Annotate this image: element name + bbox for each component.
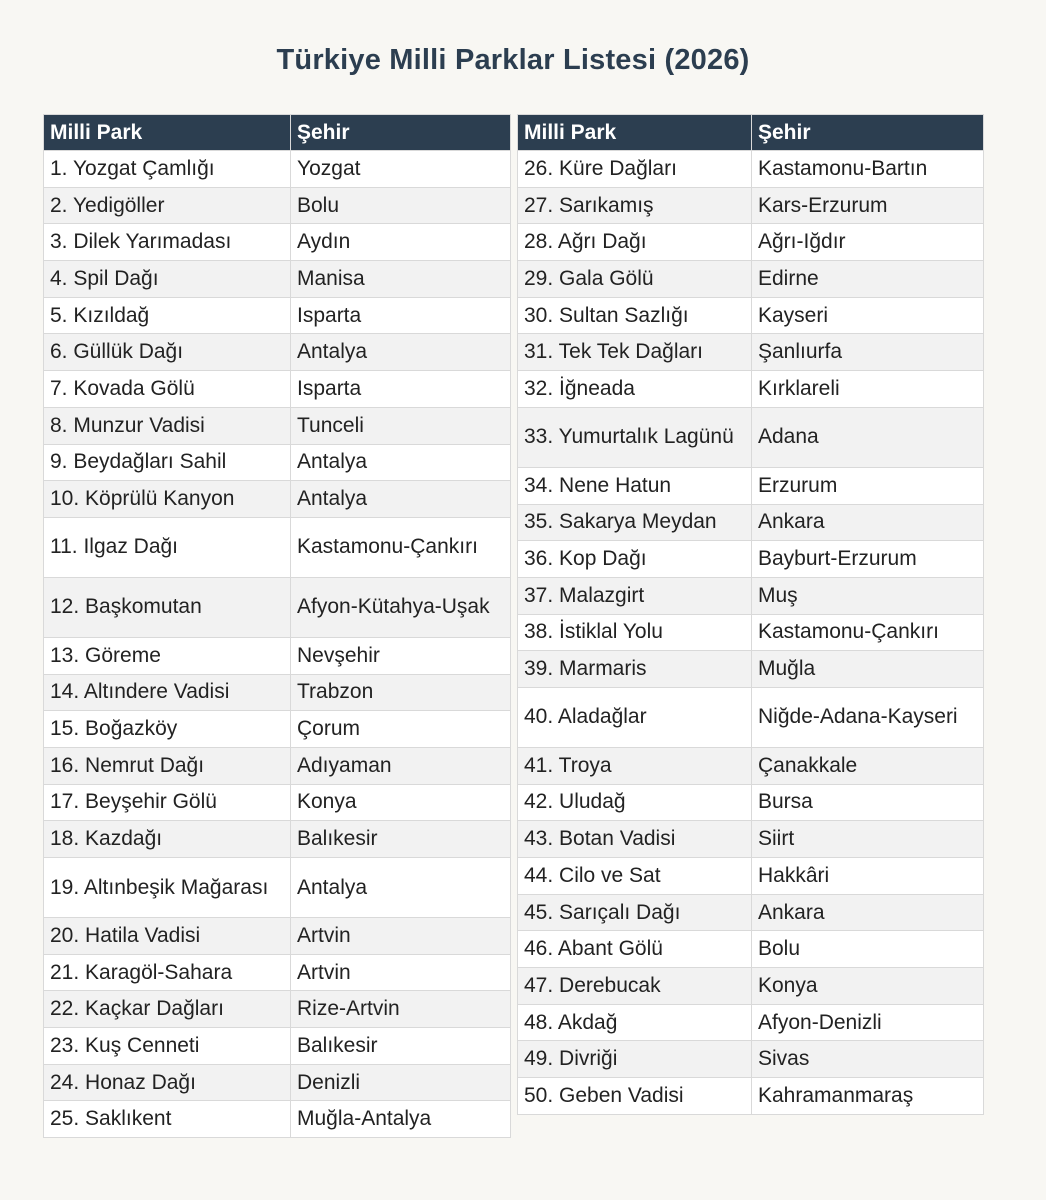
table-row [518,407,984,467]
city-cell: Rize-Artvin [291,991,511,1028]
city-cell: Manisa [291,261,511,298]
park-cell: 3. Dilek Yarımadası [44,224,291,261]
table-row [44,517,511,577]
parks-table-right [517,114,984,1115]
park-cell: 23. Kuş Cenneti [44,1028,291,1065]
table-header-row [44,115,511,151]
city-cell: Bayburt-Erzurum [752,541,984,578]
table-row [44,711,511,748]
city-cell: Konya [291,784,511,821]
park-cell: 37. Malazgirt [518,577,752,614]
park-cell: 4. Spil Dağı [44,261,291,298]
park-cell: 42. Uludağ [518,784,752,821]
city-cell: Trabzon [291,674,511,711]
park-cell: 5. Kızıldağ [44,297,291,334]
page-title: Türkiye Milli Parklar Listesi (2026) [276,44,750,76]
park-cell: 12. Başkomutan [44,577,291,637]
city-cell: Afyon-Denizli [752,1004,984,1041]
table-row [518,1004,984,1041]
city-cell: Kastamonu-Çankırı [291,517,511,577]
city-cell: Artvin [291,954,511,991]
city-cell: Çorum [291,711,511,748]
city-cell: Antalya [291,444,511,481]
city-cell: Balıkesir [291,1028,511,1065]
city-cell: Muğla-Antalya [291,1101,511,1138]
city-cell: Edirne [752,261,984,298]
table-row [518,151,984,188]
city-cell: Konya [752,968,984,1005]
park-cell: 19. Altınbeşik Mağarası [44,858,291,918]
city-cell: Aydın [291,224,511,261]
park-cell: 48. Akdağ [518,1004,752,1041]
city-cell: Bursa [752,784,984,821]
table-row [44,371,511,408]
table-row [44,674,511,711]
city-cell: Antalya [291,858,511,918]
city-cell: Isparta [291,297,511,334]
park-cell: 25. Saklıkent [44,1101,291,1138]
park-cell: 6. Güllük Dağı [44,334,291,371]
park-cell: 36. Kop Dağı [518,541,752,578]
park-cell: 17. Beyşehir Gölü [44,784,291,821]
table-row [44,821,511,858]
table-row [518,614,984,651]
table-row [44,858,511,918]
table-row [518,371,984,408]
city-column-header: Şehir [291,115,511,151]
table-row [44,297,511,334]
park-cell: 29. Gala Gölü [518,261,752,298]
park-cell: 34. Nene Hatun [518,467,752,504]
city-cell: Bolu [291,187,511,224]
table-row [44,187,511,224]
table-row [518,747,984,784]
city-cell: Tunceli [291,407,511,444]
city-cell: Adıyaman [291,747,511,784]
table-row [44,577,511,637]
park-cell: 26. Küre Dağları [518,151,752,188]
park-cell: 31. Tek Tek Dağları [518,334,752,371]
city-cell: Bolu [752,931,984,968]
park-cell: 33. Yumurtalık Lagünü [518,407,752,467]
park-cell: 14. Altındere Vadisi [44,674,291,711]
park-cell: 22. Kaçkar Dağları [44,991,291,1028]
park-cell: 40. Aladağlar [518,687,752,747]
city-cell: Erzurum [752,467,984,504]
city-cell: Artvin [291,918,511,955]
park-cell: 18. Kazdağı [44,821,291,858]
table-row [518,467,984,504]
table-row [518,968,984,1005]
city-cell: Muş [752,577,984,614]
city-cell: Kars-Erzurum [752,187,984,224]
table-row [518,687,984,747]
table-row [518,784,984,821]
park-cell: 15. Boğazköy [44,711,291,748]
park-cell: 41. Troya [518,747,752,784]
park-cell: 43. Botan Vadisi [518,821,752,858]
table-row [518,187,984,224]
city-cell: Denizli [291,1064,511,1101]
city-cell: Afyon-Kütahya-Uşak [291,577,511,637]
table-row [44,334,511,371]
table-row [44,1028,511,1065]
city-cell: Kahramanmaraş [752,1078,984,1115]
table-row [518,297,984,334]
table-row [44,261,511,298]
city-cell: Antalya [291,334,511,371]
park-cell: 7. Kovada Gölü [44,371,291,408]
city-cell: Kırklareli [752,371,984,408]
table-row [44,991,511,1028]
city-cell: Balıkesir [291,821,511,858]
park-column-header: Milli Park [44,115,291,151]
park-cell: 30. Sultan Sazlığı [518,297,752,334]
table-row [518,577,984,614]
table-row [518,541,984,578]
park-cell: 8. Munzur Vadisi [44,407,291,444]
park-cell: 49. Divriği [518,1041,752,1078]
park-cell: 35. Sakarya Meydan [518,504,752,541]
city-cell: Muğla [752,651,984,688]
park-cell: 46. Abant Gölü [518,931,752,968]
park-cell: 47. Derebucak [518,968,752,1005]
park-cell: 20. Hatila Vadisi [44,918,291,955]
table-row [44,151,511,188]
park-cell: 38. İstiklal Yolu [518,614,752,651]
park-cell: 27. Sarıkamış [518,187,752,224]
table-row [44,444,511,481]
city-cell: Antalya [291,481,511,518]
table-row [518,224,984,261]
table-row [44,1064,511,1101]
table-row [44,637,511,674]
table-header-row [518,115,984,151]
table-row [518,858,984,895]
park-cell: 9. Beydağları Sahil [44,444,291,481]
park-cell: 28. Ağrı Dağı [518,224,752,261]
city-cell: Sivas [752,1041,984,1078]
park-cell: 39. Marmaris [518,651,752,688]
park-cell: 13. Göreme [44,637,291,674]
city-cell: Ankara [752,894,984,931]
city-cell: Adana [752,407,984,467]
table-row [518,821,984,858]
parks-table-left [43,114,511,1138]
table-row [44,1101,511,1138]
city-cell: Kastamonu-Çankırı [752,614,984,651]
city-cell: Niğde-Adana-Kayseri [752,687,984,747]
table-row [44,918,511,955]
table-row [518,1041,984,1078]
park-cell: 2. Yedigöller [44,187,291,224]
table-row [518,931,984,968]
city-column-header: Şehir [752,115,984,151]
table-row [44,954,511,991]
city-cell: Ankara [752,504,984,541]
park-cell: 45. Sarıçalı Dağı [518,894,752,931]
park-cell: 24. Honaz Dağı [44,1064,291,1101]
park-column-header: Milli Park [518,115,752,151]
park-cell: 32. İğneada [518,371,752,408]
park-cell: 10. Köprülü Kanyon [44,481,291,518]
park-cell: 11. Ilgaz Dağı [44,517,291,577]
city-cell: Kastamonu-Bartın [752,151,984,188]
city-cell: Yozgat [291,151,511,188]
table-row [44,747,511,784]
table-row [518,651,984,688]
table-row [44,407,511,444]
table-row [518,1078,984,1115]
park-cell: 1. Yozgat Çamlığı [44,151,291,188]
table-row [518,504,984,541]
city-cell: Çanakkale [752,747,984,784]
city-cell: Kayseri [752,297,984,334]
park-cell: 50. Geben Vadisi [518,1078,752,1115]
park-cell: 16. Nemrut Dağı [44,747,291,784]
table-row [44,784,511,821]
park-cell: 44. Cilo ve Sat [518,858,752,895]
table-row [518,261,984,298]
city-cell: Isparta [291,371,511,408]
table-row [44,481,511,518]
city-cell: Hakkâri [752,858,984,895]
city-cell: Şanlıurfa [752,334,984,371]
city-cell: Siirt [752,821,984,858]
city-cell: Ağrı-Iğdır [752,224,984,261]
table-row [518,894,984,931]
park-cell: 21. Karagöl-Sahara [44,954,291,991]
table-row [518,334,984,371]
table-row [44,224,511,261]
city-cell: Nevşehir [291,637,511,674]
